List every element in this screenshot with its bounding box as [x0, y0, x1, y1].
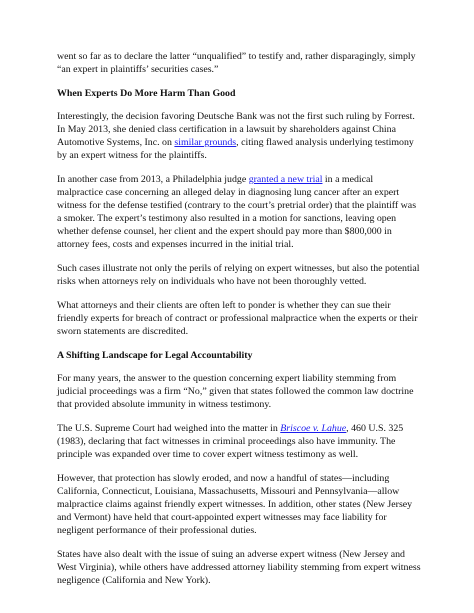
- paragraph-many-years: For many years, the answer to the question concerning expert liability stemming from judicial proceedings was a firm “No,” given that states followed the common law doctrine that provided absolute immunity in witness testimony.: [57, 373, 414, 410]
- paragraph-ponder: What attorneys and their clients are often left to ponder is whether they can sue their friendly experts for breach of contract or professional malpractice when the experts or their sworn statements are discredited.: [57, 300, 418, 337]
- new-trial-link[interactable]: granted a new trial: [248, 174, 323, 185]
- paragraph-supreme-text-end: , 460 U.S. 325 (1983), declaring that fact witnesses in criminal proceedings also have immunity. The principle was expanded over time to cover expert witness testimony as well.: [57, 423, 404, 460]
- paragraph-forrest: [57, 110, 421, 162]
- briscoe-v-lahue-link[interactable]: Briscoe v. Lahue: [280, 423, 347, 434]
- paragraph-eroded: However, that protection has slowly eroded, and now a handful of states—including California, Connecticut, Louisiana, Massachusetts, Missouri and Pennsylvania—allow malpractice claims against friendly expert witnesses. In addition, other states (New Jersey and Vermont) have held that court-appointed expert witnesses may face liability for negligent performance of their professional duties.: [57, 473, 413, 536]
- paragraph-supreme-court: [57, 422, 421, 461]
- paragraph-intro: went so far as to declare the latter “unqualified” to testify and, rather disparagingly, simply “an expert in plaintiffs’ securities cases.”: [57, 51, 416, 75]
- paragraph-forrest-text-end: , citing flawed analysis underlying testimony by an expert witness for the plaintiffs.: [57, 137, 414, 161]
- paragraph-philadelphia: [57, 173, 421, 251]
- paragraph-philadelphia-text-start: In another case from 2013, a Philadelphia judge: [57, 174, 249, 185]
- heading-landscape: A Shifting Landscape for Legal Accountability: [57, 350, 253, 361]
- heading-harm: When Experts Do More Harm Than Good: [57, 88, 236, 99]
- paragraph-perils: Such cases illustrate not only the perils of relying on expert witnesses, but also the potential risks when attorneys rely on individuals who have not been thoroughly vetted.: [57, 263, 420, 287]
- document-page: [57, 50, 421, 598]
- paragraph-philadelphia-text-end: in a medical malpractice case concerning an alleged delay in diagnosing lung cancer after an expert witness for the defense testified (contrary to the court’s pretrial order) that the plaintiff was a smoker. The expert’s testimony also resulted in a motion for sanctions, leaving open whether defense counsel, her client and the expert should pay more than $800,000 in attorney fees, costs and expenses incurred in the initial trial.: [57, 174, 417, 250]
- similar-grounds-link[interactable]: similar grounds: [174, 137, 237, 148]
- paragraph-adverse: States have also dealt with the issue of suing an adverse expert witness (New Jersey and West Virginia), while others have addressed attorney liability stemming from expert witness negligence (California and New York).: [57, 549, 421, 586]
- paragraph-forrest-text-start: Interestingly, the decision favoring Deutsche Bank was not the first such ruling by Forrest. In May 2013, she denied class certification in a lawsuit by shareholders against China Automotive Systems, Inc. on: [57, 111, 415, 148]
- paragraph-supreme-text-start: The U.S. Supreme Court had weighed into the matter in: [57, 423, 281, 434]
